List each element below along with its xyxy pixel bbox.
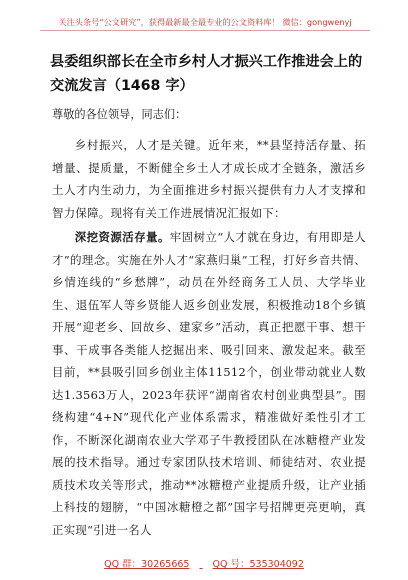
footer-qq-group: QQ 群：30265665 <box>104 559 190 570</box>
header-banner <box>40 10 370 31</box>
paragraph-2 <box>52 226 366 541</box>
paragraph-1: 乡村振兴，人才是关键。近年来，**县坚持活存量、拓增量、提质量，不断健全乡土人才成长成才全链条，激活乡土人才内生动力，为全面推进乡村振兴提供有力人才支撑和智力保障。现将有关工作进展情况汇报如下： <box>52 138 366 220</box>
footer-contact <box>0 556 408 570</box>
footer-qq-number: QQ 号：535304092 <box>212 559 304 570</box>
paragraph-2-body: 牢固树立“人才就在身边，有用即是人才”的理念。实施在外人才“家燕归巢”工程，打好乡音共情、乡情连线的“乡愁牌”，动员在外经商务工人员、大学毕业生、退伍军人等乡贤能人返乡创业发展，积极推动18个乡镇开展“迎老乡、回故乡、建家乡”活动，真正把愿干事、想干事、干成事各类能人挖掘出来、吸引回来、激发起来。截至目前，**县吸引回乡创业主体11512个，创业带动就业人数达1.3563万人，2023年获评“湖南省农村创业典型县”。围绕构建“4+N”现代化产业体系需求，精准做好柔性引才工作，不断深化湖南农业大学邓子牛教授团队在冰糖橙产业发展的技术指导。通过专家团队技术培训、师徒结对、农业提质技术攻关等形式，推动**冰糖橙产业提质升级，让产业插上科技的翅膀，“中国冰糖橙之都”国字号招牌更亮更响，真正实现“引进一名人 <box>52 230 366 537</box>
greeting: 尊敬的各位领导，同志们： <box>52 108 187 121</box>
document-title: 县委组织部长在全市乡村人才振兴工作推进会上的交流发言（1468 字） <box>50 54 363 94</box>
header-banner-text: 关注头条号“公文研究”，获得最新最全最专业的公文资料库！ 微信：gongwenyj <box>58 17 352 27</box>
paragraph-2-lead: 深挖资源活存量。 <box>74 230 170 244</box>
